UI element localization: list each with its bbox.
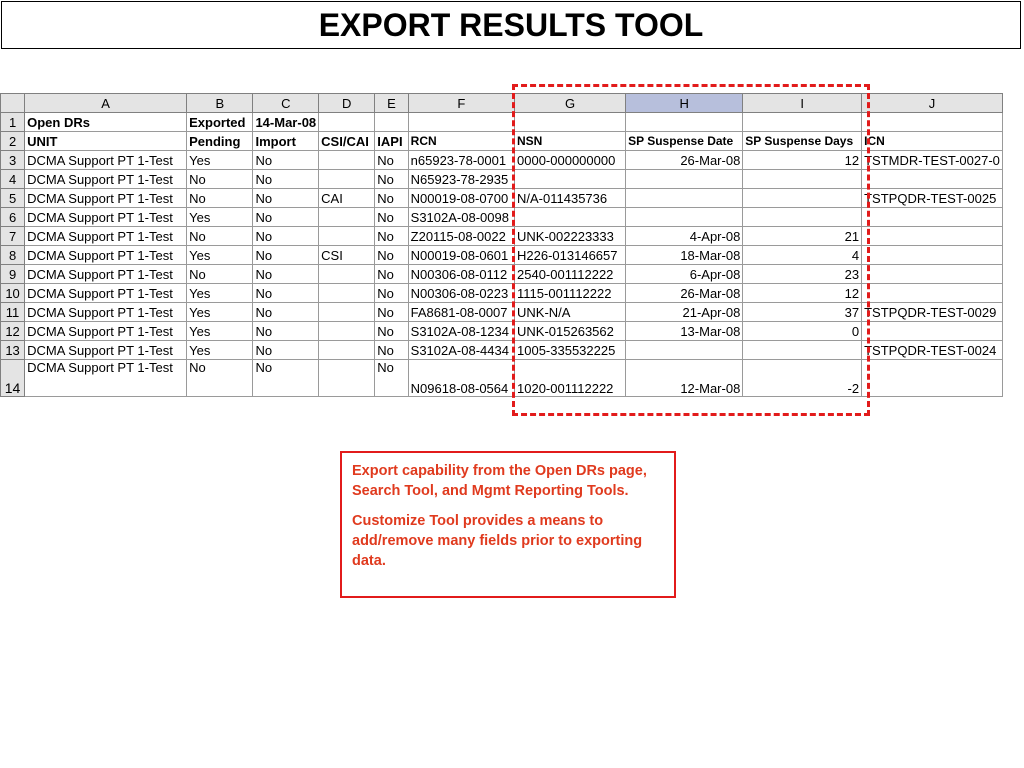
table-cell[interactable]: No: [375, 246, 408, 265]
table-cell[interactable]: CSI/CAI: [319, 132, 375, 151]
table-row: [1, 303, 1003, 322]
table-cell[interactable]: Yes: [187, 151, 253, 170]
table-cell[interactable]: TSTPQDR-TEST-0029: [862, 303, 1003, 322]
table-row: [1, 208, 1003, 227]
table-cell[interactable]: [319, 284, 375, 303]
table-cell[interactable]: No: [187, 170, 253, 189]
table-cell[interactable]: [626, 170, 743, 189]
table-cell[interactable]: [626, 341, 743, 360]
column-header-c[interactable]: C: [253, 94, 319, 113]
table-cell[interactable]: No: [253, 322, 319, 341]
row-header[interactable]: 9: [1, 265, 25, 284]
callout-box: [340, 451, 676, 598]
table-cell[interactable]: [862, 227, 1003, 246]
table-cell[interactable]: 14-Mar-08: [253, 113, 319, 132]
table-cell[interactable]: [862, 208, 1003, 227]
column-header-j[interactable]: J: [862, 94, 1003, 113]
table-cell[interactable]: S3102A-08-0098: [408, 208, 514, 227]
table-row: [1, 189, 1003, 208]
table-cell[interactable]: [862, 170, 1003, 189]
table-cell[interactable]: Open DRs: [25, 113, 187, 132]
row-header[interactable]: 8: [1, 246, 25, 265]
table-cell[interactable]: [862, 113, 1003, 132]
table-row: [1, 151, 1003, 170]
table-cell[interactable]: No: [187, 189, 253, 208]
table-cell[interactable]: CAI: [319, 189, 375, 208]
table-cell[interactable]: 6-Apr-08: [626, 265, 743, 284]
table-cell[interactable]: [375, 113, 408, 132]
table-cell[interactable]: Z20115-08-0022: [408, 227, 514, 246]
table-cell[interactable]: 12: [743, 151, 862, 170]
table-cell[interactable]: No: [375, 322, 408, 341]
table-cell[interactable]: 0: [743, 322, 862, 341]
row-header[interactable]: 6: [1, 208, 25, 227]
row-header[interactable]: 11: [1, 303, 25, 322]
table-cell[interactable]: DCMA Support PT 1-Test: [25, 151, 187, 170]
table-cell[interactable]: [743, 170, 862, 189]
table-cell[interactable]: 21-Apr-08: [626, 303, 743, 322]
table-cell[interactable]: Yes: [187, 341, 253, 360]
column-header-a[interactable]: A: [25, 94, 187, 113]
table-cell[interactable]: No: [253, 151, 319, 170]
table-cell[interactable]: DCMA Support PT 1-Test: [25, 208, 187, 227]
table-cell[interactable]: DCMA Support PT 1-Test: [25, 360, 187, 397]
table-cell[interactable]: Yes: [187, 303, 253, 322]
table-cell[interactable]: CSI: [319, 246, 375, 265]
table-cell[interactable]: No: [253, 189, 319, 208]
table-cell[interactable]: [862, 322, 1003, 341]
table-cell[interactable]: SP Suspense Date: [626, 132, 743, 151]
table-cell[interactable]: No: [375, 284, 408, 303]
table-cell[interactable]: 26-Mar-08: [626, 151, 743, 170]
table-cell[interactable]: NSN: [515, 132, 626, 151]
table-cell[interactable]: UNK-002223333: [515, 227, 626, 246]
table-cell[interactable]: No: [187, 265, 253, 284]
table-cell[interactable]: 23: [743, 265, 862, 284]
table-cell[interactable]: 2540-001112222: [515, 265, 626, 284]
table-cell[interactable]: FA8681-08-0007: [408, 303, 514, 322]
table-cell[interactable]: [515, 113, 626, 132]
table-cell[interactable]: H226-013146657: [515, 246, 626, 265]
table-row: [1, 284, 1003, 303]
table-cell[interactable]: [626, 113, 743, 132]
table-cell[interactable]: IAPI: [375, 132, 408, 151]
table-cell[interactable]: [626, 208, 743, 227]
table-cell[interactable]: [743, 341, 862, 360]
table-cell[interactable]: [319, 113, 375, 132]
table-cell[interactable]: DCMA Support PT 1-Test: [25, 189, 187, 208]
table-cell[interactable]: N65923-78-2935: [408, 170, 514, 189]
table-cell[interactable]: [408, 113, 514, 132]
table-cell[interactable]: N00019-08-0700: [408, 189, 514, 208]
table-cell[interactable]: 37: [743, 303, 862, 322]
table-cell[interactable]: N09618-08-0564: [408, 360, 514, 397]
table-cell[interactable]: 1005-335532225: [515, 341, 626, 360]
row-header[interactable]: 4: [1, 170, 25, 189]
table-cell[interactable]: 26-Mar-08: [626, 284, 743, 303]
table-cell[interactable]: TSTPQDR-TEST-0025: [862, 189, 1003, 208]
table-cell[interactable]: DCMA Support PT 1-Test: [25, 284, 187, 303]
table-cell[interactable]: No: [375, 208, 408, 227]
table-row: [1, 322, 1003, 341]
column-header-g[interactable]: G: [515, 94, 626, 113]
table-cell[interactable]: [319, 151, 375, 170]
table-cell[interactable]: 18-Mar-08: [626, 246, 743, 265]
table-cell[interactable]: n65923-78-0001: [408, 151, 514, 170]
table-cell[interactable]: Exported: [187, 113, 253, 132]
column-header-f[interactable]: F: [408, 94, 514, 113]
table-cell[interactable]: [319, 265, 375, 284]
page-title: EXPORT RESULTS TOOL: [1, 1, 1021, 49]
table-cell[interactable]: [319, 208, 375, 227]
row-header[interactable]: 2: [1, 132, 25, 151]
table-cell[interactable]: No: [253, 284, 319, 303]
table-cell[interactable]: 21: [743, 227, 862, 246]
table-cell[interactable]: UNK-N/A: [515, 303, 626, 322]
column-header-d[interactable]: D: [319, 94, 375, 113]
table-cell[interactable]: Yes: [187, 284, 253, 303]
table-row: [1, 246, 1003, 265]
table-cell[interactable]: No: [375, 341, 408, 360]
table-cell[interactable]: No: [375, 151, 408, 170]
table-cell[interactable]: [626, 189, 743, 208]
table-cell[interactable]: DCMA Support PT 1-Test: [25, 170, 187, 189]
table-cell[interactable]: No: [187, 360, 253, 397]
table-row: [1, 113, 1003, 132]
table-cell[interactable]: No: [253, 303, 319, 322]
table-cell[interactable]: DCMA Support PT 1-Test: [25, 227, 187, 246]
table-cell[interactable]: TSTMDR-TEST-0027-0: [862, 151, 1003, 170]
table-cell[interactable]: RCN: [408, 132, 514, 151]
table-cell[interactable]: 4: [743, 246, 862, 265]
spreadsheet-grid: [0, 93, 1003, 397]
table-cell[interactable]: [319, 227, 375, 246]
table-cell[interactable]: N00306-08-0112: [408, 265, 514, 284]
table-cell[interactable]: [319, 341, 375, 360]
table-cell[interactable]: [862, 284, 1003, 303]
column-header-row: [1, 94, 1003, 113]
table-cell[interactable]: 1115-001112222: [515, 284, 626, 303]
table-cell[interactable]: [319, 360, 375, 397]
table-cell[interactable]: DCMA Support PT 1-Test: [25, 246, 187, 265]
table-cell[interactable]: No: [187, 227, 253, 246]
column-header-h[interactable]: H: [626, 94, 743, 113]
table-cell[interactable]: No: [253, 208, 319, 227]
table-cell[interactable]: 13-Mar-08: [626, 322, 743, 341]
table-cell[interactable]: [743, 189, 862, 208]
table-cell[interactable]: TSTPQDR-TEST-0024: [862, 341, 1003, 360]
table-cell[interactable]: [515, 208, 626, 227]
table-cell[interactable]: [319, 303, 375, 322]
column-header-i[interactable]: I: [743, 94, 862, 113]
row-header[interactable]: 7: [1, 227, 25, 246]
table-cell[interactable]: Yes: [187, 246, 253, 265]
table-cell[interactable]: S3102A-08-1234: [408, 322, 514, 341]
table-cell[interactable]: [319, 170, 375, 189]
table-cell[interactable]: No: [253, 227, 319, 246]
table-cell[interactable]: 0000-000000000: [515, 151, 626, 170]
table-row: [1, 360, 1003, 397]
table-cell[interactable]: DCMA Support PT 1-Test: [25, 303, 187, 322]
table-cell[interactable]: No: [375, 303, 408, 322]
column-header-b[interactable]: B: [187, 94, 253, 113]
table-cell[interactable]: S3102A-08-4434: [408, 341, 514, 360]
callout-text-export: Export capability from the Open DRs page, Search Tool, and Mgmt Reporting Tools.: [352, 463, 647, 499]
table-cell[interactable]: No: [375, 227, 408, 246]
table-cell[interactable]: 4-Apr-08: [626, 227, 743, 246]
table-cell[interactable]: DCMA Support PT 1-Test: [25, 322, 187, 341]
spreadsheet: [0, 93, 1003, 410]
table-cell[interactable]: [515, 170, 626, 189]
table-row: [1, 170, 1003, 189]
table-cell[interactable]: No: [253, 246, 319, 265]
table-cell[interactable]: DCMA Support PT 1-Test: [25, 265, 187, 284]
row-header[interactable]: 13: [1, 341, 25, 360]
table-cell[interactable]: No: [375, 189, 408, 208]
table-cell[interactable]: [862, 360, 1003, 397]
table-cell[interactable]: ICN: [862, 132, 1003, 151]
table-cell[interactable]: No: [253, 341, 319, 360]
row-header[interactable]: 5: [1, 189, 25, 208]
select-all-corner[interactable]: [1, 94, 25, 113]
table-cell[interactable]: No: [375, 360, 408, 397]
table-cell[interactable]: N00306-08-0223: [408, 284, 514, 303]
table-cell[interactable]: N00019-08-0601: [408, 246, 514, 265]
table-cell[interactable]: No: [253, 360, 319, 397]
table-cell[interactable]: DCMA Support PT 1-Test: [25, 341, 187, 360]
row-header[interactable]: 3: [1, 151, 25, 170]
row-header[interactable]: 12: [1, 322, 25, 341]
row-header[interactable]: 14: [1, 360, 25, 397]
table-row: [1, 341, 1003, 360]
table-row: [1, 132, 1003, 151]
table-cell[interactable]: Import: [253, 132, 319, 151]
table-cell[interactable]: No: [253, 265, 319, 284]
row-header[interactable]: 1: [1, 113, 25, 132]
table-cell[interactable]: 1020-001112222: [515, 360, 626, 397]
row-header[interactable]: 10: [1, 284, 25, 303]
table-cell[interactable]: UNK-015263562: [515, 322, 626, 341]
table-cell[interactable]: [862, 246, 1003, 265]
table-cell[interactable]: Yes: [187, 208, 253, 227]
table-cell[interactable]: 12: [743, 284, 862, 303]
table-cell[interactable]: -2: [743, 360, 862, 397]
table-cell[interactable]: [862, 265, 1003, 284]
table-cell[interactable]: [319, 322, 375, 341]
table-cell[interactable]: 12-Mar-08: [626, 360, 743, 397]
callout-text-customize: Customize Tool provides a means to add/remove many fields prior to exporting data.: [352, 513, 643, 569]
table-cell[interactable]: N/A-011435736: [515, 189, 626, 208]
table-cell[interactable]: [743, 208, 862, 227]
table-row: [1, 227, 1003, 246]
table-cell[interactable]: No: [375, 265, 408, 284]
table-cell[interactable]: Yes: [187, 322, 253, 341]
table-cell[interactable]: Pending: [187, 132, 253, 151]
table-cell[interactable]: No: [253, 170, 319, 189]
table-cell[interactable]: SP Suspense Days: [743, 132, 862, 151]
table-cell[interactable]: No: [375, 170, 408, 189]
table-row: [1, 265, 1003, 284]
table-cell[interactable]: UNIT: [25, 132, 187, 151]
column-header-e[interactable]: E: [375, 94, 408, 113]
table-cell[interactable]: [743, 113, 862, 132]
